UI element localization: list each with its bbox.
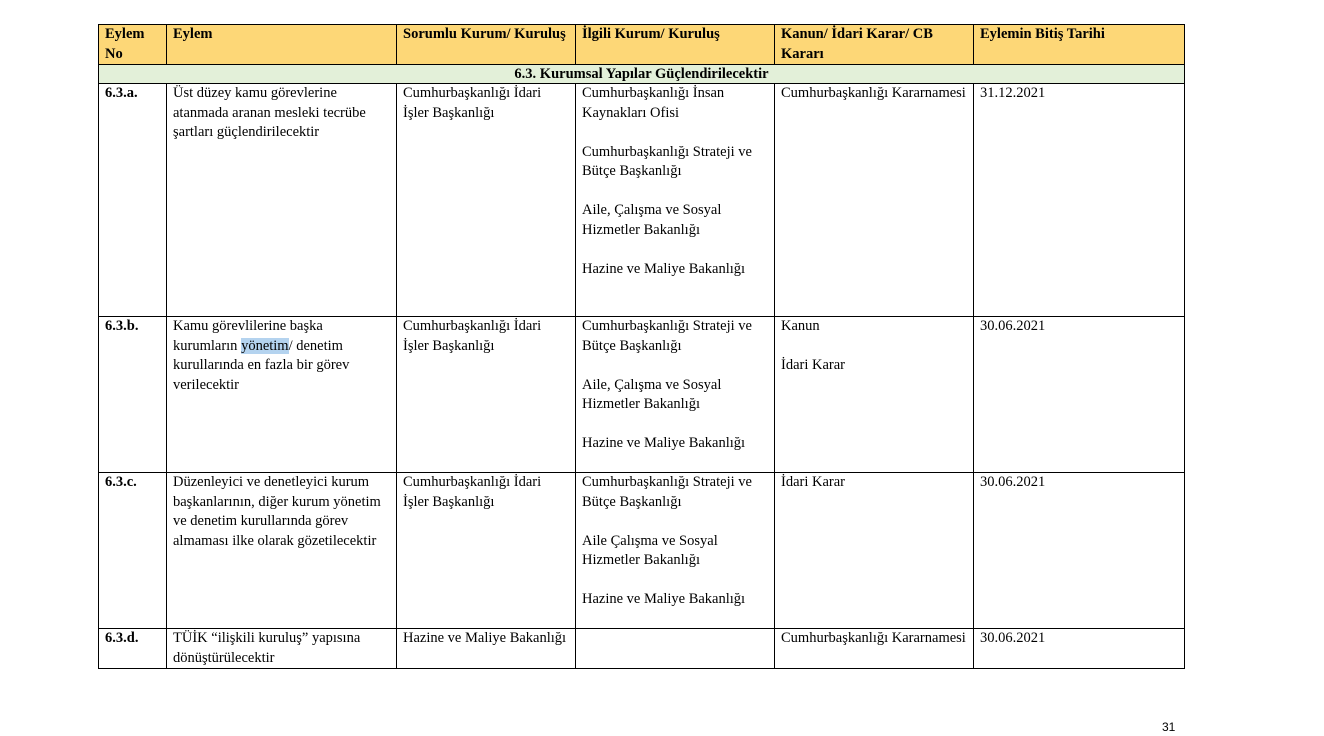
end-date-cell: 31.12.2021 bbox=[974, 84, 1185, 317]
header-action: Eylem bbox=[167, 25, 397, 65]
legal-basis-item: Kanun bbox=[781, 318, 820, 334]
legal-basis-item: Cumhurbaşkanlığı Kararnamesi bbox=[781, 630, 966, 646]
header-responsible: Sorumlu Kurum/ Kuruluş bbox=[397, 25, 576, 65]
related-item: Aile, Çalışma ve Sosyal Hizmetler Bakanlığı bbox=[582, 202, 722, 238]
related-item: Cumhurbaşkanlığı Strateji ve Bütçe Başkanlığı bbox=[582, 318, 752, 354]
action-plan-table bbox=[98, 24, 1185, 669]
table-header-row bbox=[99, 25, 1185, 65]
header-action-no: Eylem No bbox=[99, 25, 167, 65]
action-cell: Düzenleyici ve denetleyici kurum başkanlarının, diğer kurum yönetim ve denetim kurullarında görev almaması ilke olarak gözetilecektir bbox=[167, 473, 397, 629]
related-cell bbox=[576, 473, 775, 629]
end-date-cell: 30.06.2021 bbox=[974, 317, 1185, 473]
legal-basis-item: İdari Karar bbox=[781, 357, 845, 373]
action-no-cell: 6.3.b. bbox=[99, 317, 167, 473]
responsible-cell: Cumhurbaşkanlığı İdari İşler Başkanlığı bbox=[397, 84, 576, 317]
related-cell bbox=[576, 629, 775, 669]
legal-basis-cell bbox=[775, 629, 974, 669]
legal-basis-item: Cumhurbaşkanlığı Kararnamesi bbox=[781, 85, 966, 101]
table-row bbox=[99, 84, 1185, 317]
table-row bbox=[99, 317, 1185, 473]
action-text-after: / denetim kurullarında en fazla bir görev verilecektir bbox=[173, 337, 350, 393]
legal-basis-cell bbox=[775, 473, 974, 629]
header-related: İlgili Kurum/ Kuruluş bbox=[576, 25, 775, 65]
related-cell bbox=[576, 84, 775, 317]
section-row bbox=[99, 65, 1185, 84]
related-item: Aile, Çalışma ve Sosyal Hizmetler Bakanlığı bbox=[582, 376, 722, 412]
responsible-cell: Cumhurbaşkanlığı İdari İşler Başkanlığı bbox=[397, 473, 576, 629]
action-no-cell: 6.3.d. bbox=[99, 629, 167, 669]
section-title: 6.3. Kurumsal Yapılar Güçlendirilecektir bbox=[99, 65, 1185, 84]
highlighted-text[interactable]: yönetim bbox=[241, 337, 289, 354]
action-cell: Üst düzey kamu görevlerine atanmada aranan mesleki tecrübe şartları güçlendirilecektir bbox=[167, 84, 397, 317]
related-item: Cumhurbaşkanlığı Strateji ve Bütçe Başkanlığı bbox=[582, 474, 752, 510]
action-cell bbox=[167, 317, 397, 473]
legal-basis-item: İdari Karar bbox=[781, 474, 845, 490]
action-cell: TÜİK “ilişkili kuruluş” yapısına dönüştürülecektir bbox=[167, 629, 397, 669]
end-date-cell: 30.06.2021 bbox=[974, 629, 1185, 669]
related-item: Hazine ve Maliye Bakanlığı bbox=[582, 260, 746, 277]
header-end-date: Eylemin Bitiş Tarihi bbox=[974, 25, 1185, 65]
action-no-cell: 6.3.a. bbox=[99, 84, 167, 317]
related-item: Cumhurbaşkanlığı Strateji ve Bütçe Başkanlığı bbox=[582, 143, 752, 179]
related-item: Hazine ve Maliye Bakanlığı bbox=[582, 591, 746, 607]
table-row bbox=[99, 629, 1185, 669]
legal-basis-cell bbox=[775, 84, 974, 317]
responsible-cell: Cumhurbaşkanlığı İdari İşler Başkanlığı bbox=[397, 317, 576, 473]
legal-basis-cell bbox=[775, 317, 974, 473]
table-row bbox=[99, 473, 1185, 629]
related-item: Aile Çalışma ve Sosyal Hizmetler Bakanlığı bbox=[582, 532, 718, 568]
related-item: Cumhurbaşkanlığı İnsan Kaynakları Ofisi bbox=[582, 85, 725, 121]
action-no-cell: 6.3.c. bbox=[99, 473, 167, 629]
related-cell bbox=[576, 317, 775, 473]
action-text-before: Kamu görevlilerine başka kurumların bbox=[173, 318, 323, 354]
header-legal-basis: Kanun/ İdari Karar/ CB Kararı bbox=[775, 25, 974, 65]
responsible-cell: Hazine ve Maliye Bakanlığı bbox=[397, 629, 576, 669]
page-number: 31 bbox=[1162, 720, 1176, 734]
related-item: Hazine ve Maliye Bakanlığı bbox=[582, 435, 746, 451]
end-date-cell: 30.06.2021 bbox=[974, 473, 1185, 629]
